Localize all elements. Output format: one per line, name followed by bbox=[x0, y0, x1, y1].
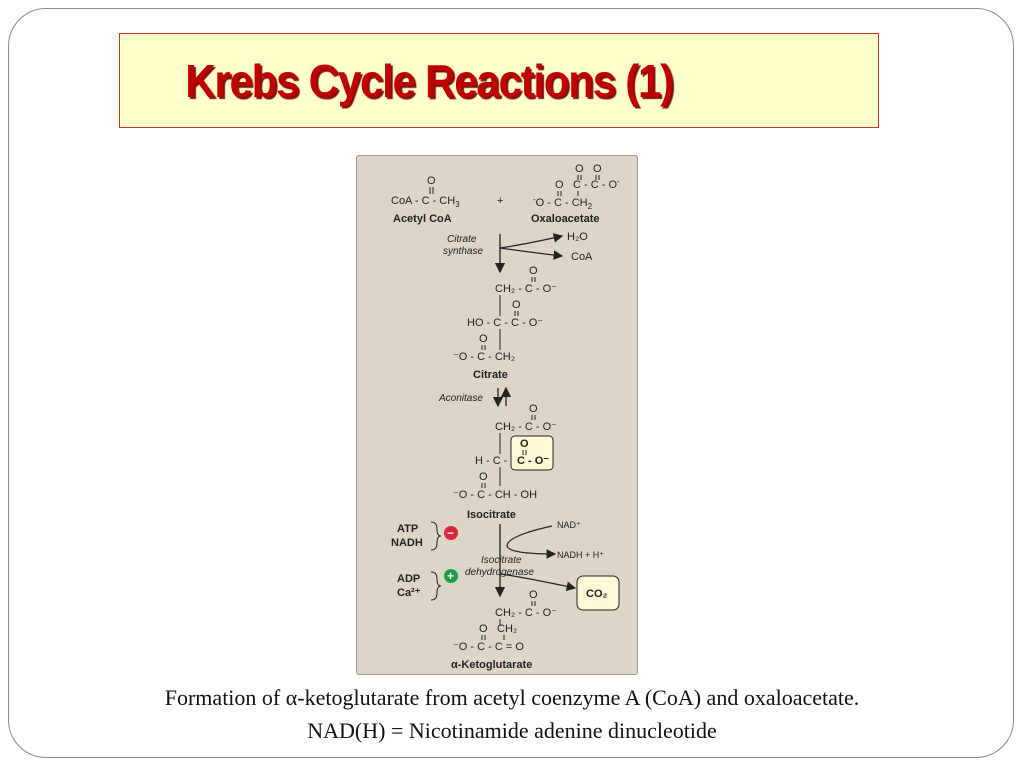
acetyl-coa-label: Acetyl CoA bbox=[393, 213, 452, 225]
inhibitor-atp: ATP bbox=[397, 523, 419, 535]
isocitrate-o-box: O bbox=[520, 438, 529, 450]
akg-o-low: O bbox=[479, 623, 488, 635]
coa-released-label: CoA bbox=[571, 251, 593, 263]
acetyl-coa-o: O bbox=[427, 175, 436, 187]
plus-sign: + bbox=[497, 195, 504, 207]
activate-sign: + bbox=[447, 569, 455, 583]
akg-o-top: O bbox=[529, 589, 538, 601]
akg-row1: CH₂ - C - O⁻ bbox=[495, 607, 558, 619]
krebs-figure-panel bbox=[356, 155, 638, 675]
citrate-o-top: O bbox=[529, 265, 538, 277]
citrate-row2: HO - C - C - O⁻ bbox=[467, 317, 544, 329]
inhibit-sign: − bbox=[447, 526, 455, 540]
activator-brace bbox=[431, 572, 441, 600]
isocitrate-o-low: O bbox=[479, 471, 488, 483]
oxaloacetate-row2: C - C - O- bbox=[573, 177, 620, 191]
inhibitor-brace bbox=[431, 522, 441, 550]
h2o-label: H₂O bbox=[567, 231, 588, 243]
acetyl-coa-formula: CoA - C - $CH_3$ bbox=[391, 195, 460, 209]
oxaloacetate-o3: O bbox=[555, 179, 564, 191]
isocitrate-row1: CH₂ - C - O⁻ bbox=[495, 421, 558, 433]
figure-caption-line-2: NAD(H) = Nicotinamide adenine dinucleotide bbox=[307, 718, 717, 743]
isocitrate-label: Isocitrate bbox=[467, 509, 516, 521]
nad-label: NAD⁺ bbox=[557, 520, 581, 530]
krebs-reaction-diagram bbox=[357, 156, 639, 676]
oxaloacetate-o2: O bbox=[593, 163, 602, 175]
oxaloacetate-label: Oxaloacetate bbox=[531, 213, 600, 225]
citrate-row1: CH₂ - C - O⁻ bbox=[495, 283, 558, 295]
isocitrate-o-top: O bbox=[529, 403, 538, 415]
isocitrate-dh-label-1: Isocitrate bbox=[481, 555, 522, 566]
akg-label: α-Ketoglutarate bbox=[451, 659, 533, 671]
co2-label: CO₂ bbox=[586, 588, 608, 600]
slide-title: Krebs Cycle Reactions (1) bbox=[185, 54, 673, 107]
citrate-row3: ⁻O - C - CH₂ bbox=[453, 351, 516, 363]
isocitrate-row2b: C - O⁻ bbox=[517, 455, 550, 467]
isocitrate-row3: ⁻O - C - CH - OH bbox=[453, 489, 538, 501]
isocitrate-row2a: H - C - bbox=[475, 455, 508, 467]
citrate-label: Citrate bbox=[473, 369, 508, 381]
nadh-label: NADH + H⁺ bbox=[557, 550, 605, 560]
activator-adp: ADP bbox=[397, 573, 421, 585]
oxaloacetate-row3: -O - C - $CH_2$ bbox=[533, 195, 593, 211]
citrate-synthase-label-1: Citrate bbox=[447, 234, 477, 245]
activator-ca: Ca²⁺ bbox=[397, 587, 421, 599]
oxaloacetate-o1: O bbox=[575, 163, 584, 175]
aconitase-label: Aconitase bbox=[439, 393, 483, 404]
inhibitor-nadh: NADH bbox=[391, 537, 423, 549]
nad-nadh-arrow bbox=[507, 526, 555, 554]
citrate-synthase-label-2: synthase bbox=[443, 246, 484, 257]
title-box bbox=[119, 33, 879, 128]
figure-caption-line-1: Formation of α-ketoglutarate from acetyl coenzyme A (CoA) and oxaloacetate. bbox=[164, 685, 860, 710]
coa-branch-arrow bbox=[500, 248, 562, 256]
citrate-o-mid: O bbox=[512, 299, 521, 311]
akg-row3: ⁻O - C - C = O bbox=[453, 641, 524, 653]
citrate-o-low: O bbox=[479, 333, 488, 345]
akg-ch2: CH₂ bbox=[497, 623, 518, 635]
h2o-branch-arrow bbox=[500, 236, 562, 248]
isocitrate-dh-label-2: dehydrogenase bbox=[465, 567, 534, 578]
